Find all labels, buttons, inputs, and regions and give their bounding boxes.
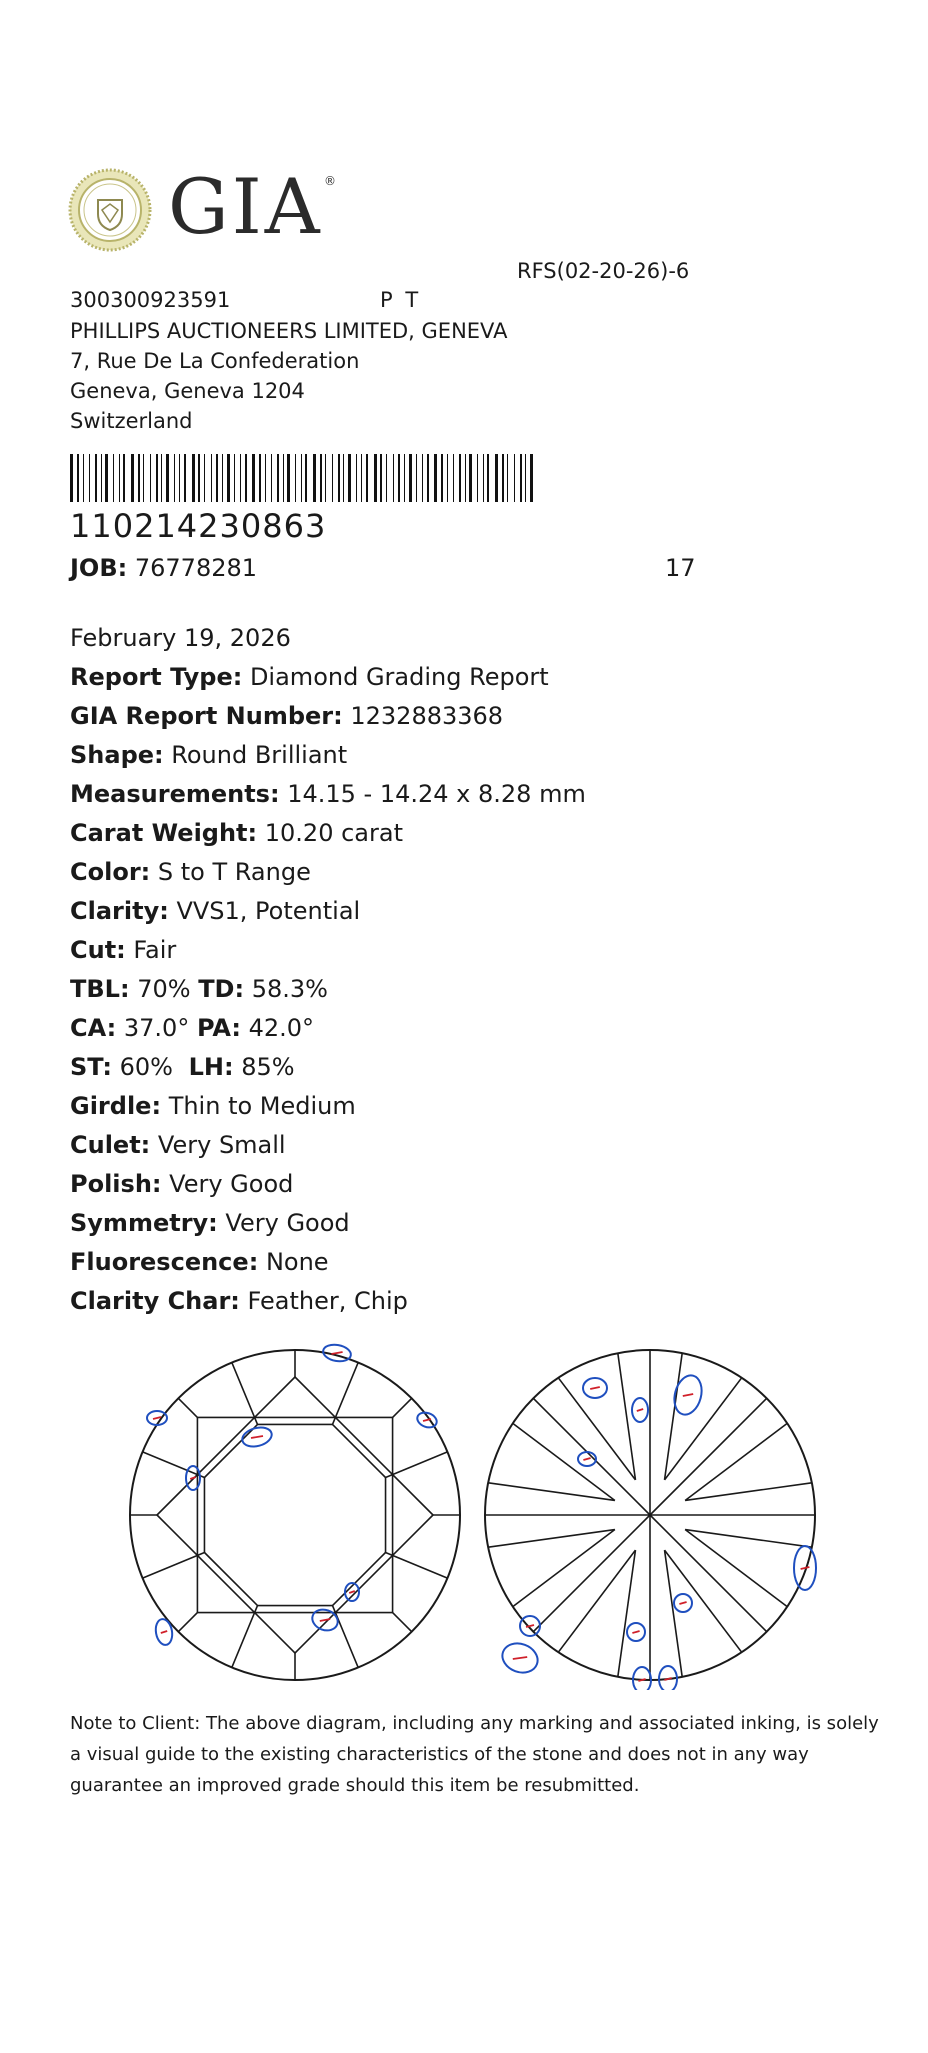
registered-mark: ® [324,174,336,188]
proportions-ca-pa [70,1013,314,1043]
proportions-tbl-td [70,974,328,1004]
report-field-value: Round Brilliant [171,741,348,769]
proportions-st-lh [70,1052,295,1082]
report-field-value: 1232883368 [350,702,504,730]
tbl-value: 70% [137,975,191,1003]
report-field-label: Color: [70,858,151,886]
pa-value: 42.0° [248,1014,315,1042]
note-to-client [70,1708,879,1801]
report-field-value: S to T Range [157,858,311,886]
report-field-row [70,701,503,731]
report-field-row [70,1247,329,1277]
pa-label: PA: [196,1014,241,1042]
gia-logo [68,162,348,252]
report-field-label: Clarity Char: [70,1287,240,1315]
report-field-value: Very Good [169,1170,294,1198]
gia-seal-icon [68,168,152,252]
tbl-label: TBL: [70,975,130,1003]
report-field-row [70,662,549,692]
report-date: February 19, 2026 [70,624,291,652]
report-field-label: Shape: [70,741,164,769]
report-field-value: 14.15 - 14.24 x 8.28 mm [287,780,586,808]
report-field-label: Culet: [70,1131,151,1159]
report-field-row [70,935,176,965]
client-name: PHILLIPS AUCTIONEERS LIMITED, GENEVA [70,319,508,343]
lh-value: 85% [241,1053,295,1081]
report-field-row [70,1286,408,1316]
ca-value: 37.0° [123,1014,190,1042]
report-field-label: Measurements: [70,780,280,808]
inclusion-markings [147,1343,816,1690]
report-field-row [70,857,311,887]
note-line: a visual guide to the existing characteristics of the stone and does not in any way [70,1744,809,1765]
report-field-label: Carat Weight: [70,819,258,847]
clarity-plot-diagrams [120,1340,820,1690]
job-value: 76778281 [134,554,258,582]
st-value: 60% [119,1053,173,1081]
barcode-number: 110214230863 [70,507,327,545]
report-field-value: Feather, Chip [247,1287,408,1315]
report-field-label: Clarity: [70,897,169,925]
client-initials: P T [380,288,422,312]
gia-logo-text: GIA [168,162,323,251]
report-field-value: VVS1, Potential [176,897,361,925]
address-line-1: 7, Rue De La Confederation [70,349,360,373]
rfs-code: RFS(02-20-26)-6 [517,259,690,283]
report-field-label: Symmetry: [70,1209,218,1237]
note-line: guarantee an improved grade should this item be resubmitted. [70,1775,640,1796]
report-field-value: 10.20 carat [264,819,403,847]
pavilion-diagram-icon [485,1350,815,1680]
address-country: Switzerland [70,409,193,433]
report-field-label: GIA Report Number: [70,702,343,730]
ca-label: CA: [70,1014,117,1042]
report-field-row [70,1091,356,1121]
report-field-row [70,1208,350,1238]
note-line: Note to Client: The above diagram, including any marking and associated inking, is solely [70,1713,879,1734]
report-field-row [70,1130,286,1160]
td-value: 58.3% [251,975,328,1003]
report-field-row [70,779,586,809]
report-field-value: Fair [133,936,177,964]
lh-label: LH: [188,1053,234,1081]
report-field-row [70,740,347,770]
job-label: JOB: [70,554,128,582]
report-field-row [70,1169,293,1199]
report-field-label: Fluorescence: [70,1248,259,1276]
td-label: TD: [198,975,245,1003]
report-field-value: None [265,1248,329,1276]
report-field-value: Thin to Medium [168,1092,356,1120]
st-label: ST: [70,1053,112,1081]
report-field-value: Very Small [157,1131,286,1159]
crown-diagram-icon [130,1350,460,1680]
account-number: 300300923591 [70,288,231,312]
report-field-label: Cut: [70,936,126,964]
report-field-label: Report Type: [70,663,243,691]
report-field-row [70,896,360,926]
job-count: 17 [665,554,696,582]
report-field-value: Diamond Grading Report [249,663,549,691]
barcode-icon [70,454,540,502]
report-field-label: Polish: [70,1170,162,1198]
report-field-label: Girdle: [70,1092,162,1120]
address-line-2: Geneva, Geneva 1204 [70,379,305,403]
report-field-value: Very Good [225,1209,350,1237]
report-field-row [70,818,403,848]
job-line [70,553,257,583]
